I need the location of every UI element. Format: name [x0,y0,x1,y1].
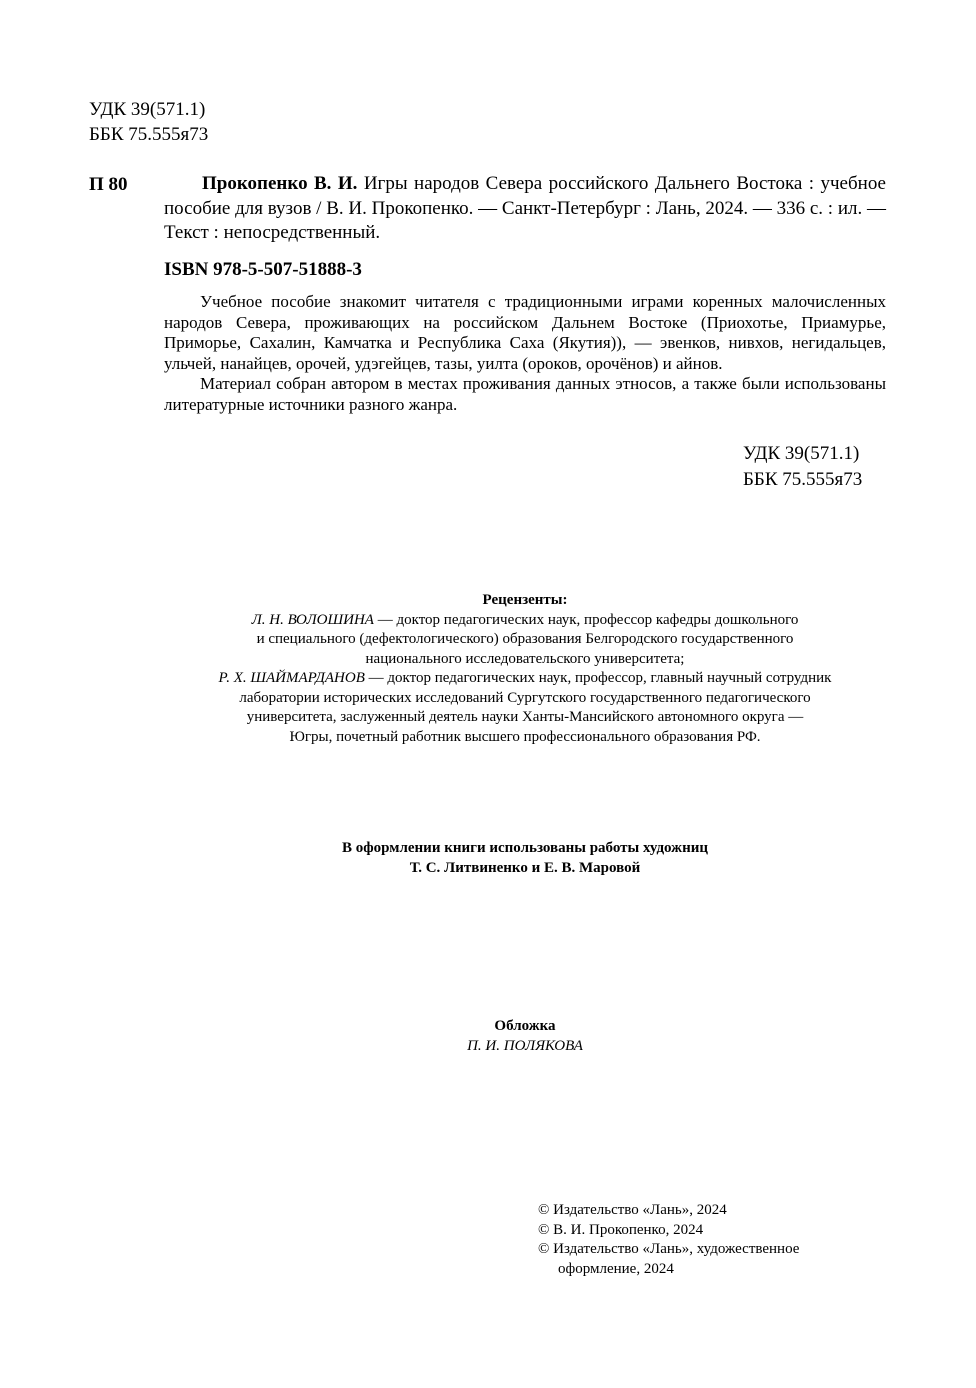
isbn: ISBN 978-5-507-51888-3 [164,259,362,280]
copyright-design: © Издательство «Лань», художественное [538,1241,800,1257]
annotation-paragraph-1: Учебное пособие знакомит читателя с традиционными играми коренных малочисленных народов Севера, проживающих на российском Дальнем Востоке (Приохотье, Приамурье, Приморье, Сахалин, Камчатка и Республика Саха (Якутия)), — эвенков, нивхов, негидальцев, ульчей, нанайцев, орочей, удэгейцев, тазы, уилта (ороков, орочёнов) и айнов. [164,292,886,373]
bbk-code-right: ББК 75.555я73 [743,468,863,490]
author-mark: П 80 [89,174,128,195]
reviewer-1-name: Л. Н. ВОЛОШИНА [251,611,374,628]
artists-line-2: Т. С. Литвиненко и Е. В. Маровой [409,859,641,876]
biblio-text: Игры народов Севера российского Дальнего Востока : учебное пособие для вузов / В. И. Прокопенко. — Санкт-Петербург : Лань, 2024. — 336 с. : ил. — Текст : непосредственный. [164,173,886,243]
bibliographic-record [164,172,886,246]
cover-designer: П. И. ПОЛЯКОВА [467,1037,583,1054]
copyright-publisher: © Издательство «Лань», 2024 [538,1202,727,1218]
bbk-code-top: ББК 75.555я73 [89,124,209,145]
cover-heading: Обложка [494,1018,556,1034]
top-classification-codes [89,97,208,147]
right-classification-codes [743,441,862,492]
copyright-design-cont: оформление, 2024 [558,1260,674,1277]
udk-code-top: УДК 39(571.1) [89,99,206,120]
reviewer-1-desc-1: — доктор педагогических наук, профессор кафедры дошкольного [373,611,799,628]
copyright-author: © В. И. Прокопенко, 2024 [538,1221,704,1238]
cover-credit [325,1017,725,1056]
annotation-paragraph-2: Материал собран автором в местах проживания данных этносов, а также были использованы литературные источники разного жанра. [164,374,886,414]
reviewer-1-line-3: национального исследовательского университета; [365,650,685,667]
reviewer-2-line-1 [120,669,930,689]
reviewers-block [120,591,930,747]
reviewer-2-line-2: лаборатории исторических исследований Сургутского государственного педагогического [239,689,811,706]
reviewers-heading: Рецензенты: [482,592,568,608]
reviewer-2-line-3: университета, заслуженный деятель науки Ханты-Мансийского автономного округа — [246,709,804,725]
udk-code-right: УДК 39(571.1) [743,443,860,464]
reviewer-2-desc-1: — доктор педагогических наук, профессор, главный научный сотрудник [364,670,832,686]
reviewer-2-name: Р. Х. ШАЙМАРДАНОВ [218,670,365,686]
annotation [164,292,886,415]
artists-note [120,839,930,878]
biblio-author: Прокопенко В. И. [202,173,358,194]
artists-line-1: В оформлении книги использованы работы художниц [342,840,708,856]
reviewer-2-line-4: Югры, почетный работник высшего профессионального образования РФ. [289,728,761,745]
reviewer-1-line-1 [120,611,930,631]
reviewer-1-line-2: и специального (дефектологического) образования Белгородского государственного [256,631,794,647]
copyright-block [538,1201,799,1279]
